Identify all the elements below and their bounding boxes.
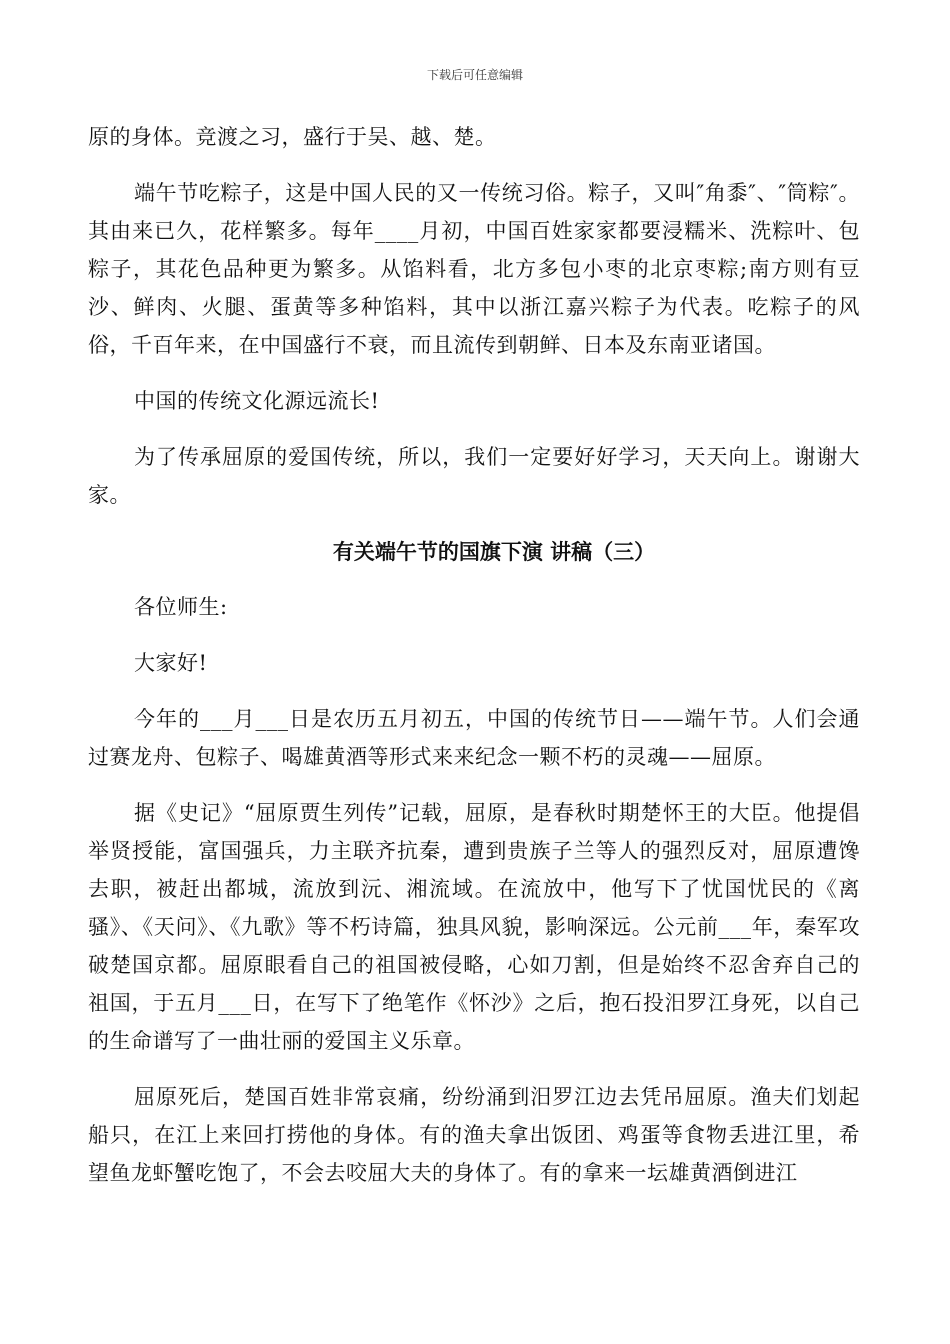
paragraph-after-death: 屈原死后，楚国百姓非常哀痛，纷纷涌到汨罗江边去凭吊屈原。渔夫们划起船只，在江上来回打捞他的身体。有的渔夫拿出饭团、鸡蛋等食物丢进江里，希望鱼龙虾蟹吃饱了，不会去咬屈大夫的身体了。有的拿来一坛雄黄酒倒进江: [88, 1085, 860, 1185]
paragraph-dragon-boat-custom: 原的身体。竞渡之习，盛行于吴、越、楚。: [88, 125, 497, 149]
paragraph-culture: 中国的传统文化源远流长!: [134, 389, 380, 413]
header-note: 下载后可任意编辑: [426, 68, 523, 82]
section-title: 有关端午节的国旗下演 讲稿（三）: [332, 540, 656, 564]
document-body: [88, 118, 860, 1210]
paragraph-salutation: 各位师生:: [134, 595, 228, 619]
paragraph-quyuan-history: 据《史记》“屈原贾生列传”记载，屈原，是春秋时期楚怀王的大臣。他提倡举贤授能，富国强兵，力主联齐抗秦，遭到贵族子兰等人的强烈反对，屈原遭馋去职，被赶出都城，流放到沅、湘流域。在流放中，他写下了忧国忧民的《离骚》、《天问》、《九歌》等不朽诗篇，独具风貌，影响深远。公元前___年，秦军攻破楚国京都。屈原眼看自己的祖国被侵略，心如刀割，但是始终不忍舍弃自己的祖国，于五月___日，在写下了绝笔作《怀沙》之后，抱石投汨罗江身死，以自己的生命谱写了一曲壮丽的爱国主义乐章。: [88, 801, 860, 1053]
paragraph-closing: 为了传承屈原的爱国传统，所以，我们一定要好好学习，天天向上。谢谢大家。: [88, 445, 860, 507]
paragraph-intro: 今年的___月___日是农历五月初五，中国的传统节日——端午节。人们会通过赛龙舟、包粽子、喝雄黄酒等形式来来纪念一颗不朽的灵魂——屈原。: [88, 707, 860, 769]
paragraph-zongzi: 端午节吃粽子，这是中国人民的又一传统习俗。粽子，又叫″角黍″、″筒粽″。其由来已久，花样繁多。每年____月初，中国百姓家家都要浸糯米、洗粽叶、包粽子，其花色品种更为繁多。从馅料看，北方多包小枣的北京枣粽;南方则有豆沙、鲜肉、火腿、蛋黄等多种馅料，其中以浙江嘉兴粽子为代表。吃粽子的风俗，千百年来，在中国盛行不衰，而且流传到朝鲜、日本及东南亚诸国。: [88, 181, 860, 357]
paragraph-greeting: 大家好!: [134, 651, 208, 675]
